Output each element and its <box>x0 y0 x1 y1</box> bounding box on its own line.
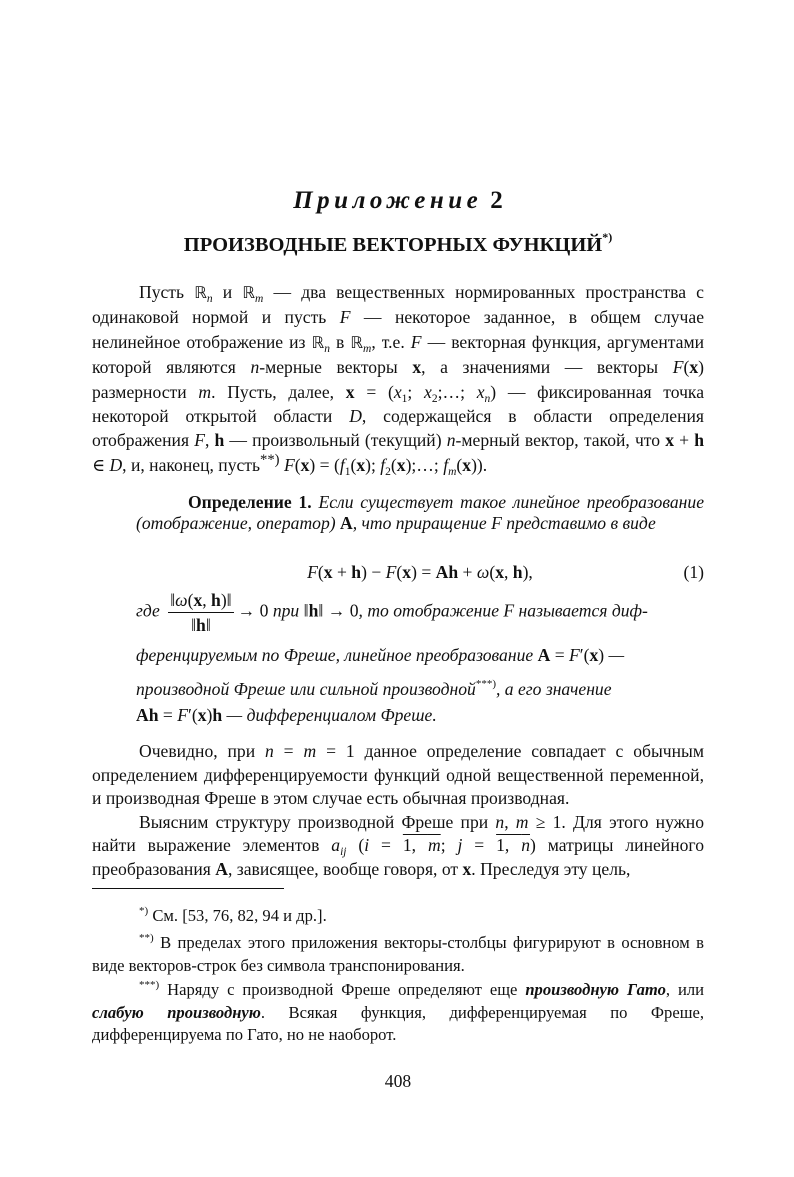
chapter-title-text: ПРОИЗВОДНЫЕ ВЕКТОРНЫХ ФУНКЦИЙ <box>183 234 603 256</box>
body-text <box>92 740 704 881</box>
page-number: 408 <box>384 1071 412 1091</box>
definition-sentence: Если существует такое линейное преобразование (отображение, оператор) A, что приращение F представимо в виде <box>136 492 705 533</box>
footnote-1-text: См. [53, 76, 82, 94 и др.]. <box>152 906 327 925</box>
definition-where-line: где $\frac{‖\omega(x, h)‖}{‖h‖}$ → 0 при ‖h‖ → 0, то отображение F называется диф- <box>136 590 648 635</box>
footnote-2-mark: **) <box>139 932 154 944</box>
appendix-word: Приложение <box>293 187 483 214</box>
chapter-footnote-mark: *) <box>602 230 613 244</box>
appendix-heading <box>92 186 704 216</box>
equation-1 <box>136 560 704 586</box>
footnote-2-text: В пределах этого приложения векторы-столбцы фигурируют в основном в виде векторов-строк без символа транспонирования. <box>92 933 704 975</box>
definition-linear-map-line: ференцируемым по Фреше, линейное преобразование A = F′(x) — <box>136 645 625 665</box>
body-paragraph-1: Очевидно, при n = m = 1 данное определение совпадает с обычным определением дифференцируемости функций одной вещественной переменной, и производная Фреше в этом случае есть обычная производная. <box>92 741 704 808</box>
footnote-divider <box>92 888 284 889</box>
equation-number: (1) <box>683 562 704 582</box>
definition-differential-line: Ah = F′(x)h — дифференциалом Фреше. <box>136 705 437 725</box>
norm-ratio: $\frac{‖\omega(x, h)‖}{‖h‖}$ <box>170 590 232 635</box>
definition-strong-derivative-line: производной Фреше или сильной производной***), а его значение <box>136 678 612 699</box>
definition-block <box>136 492 704 534</box>
footnote-3 <box>92 979 704 1047</box>
footnote-1-mark: *) <box>139 905 149 917</box>
book-page <box>92 0 704 1177</box>
appendix-number: 2 <box>490 187 503 214</box>
footnote-1 <box>92 905 704 928</box>
footnote-3-text: Наряду с производной Фреше определяют еще производную Гато, или слабую производную. Всякая функция, дифференцируемая по Фреше, дифференцируема по Гато, но не наоборот. <box>92 980 705 1044</box>
chapter-title <box>92 232 704 258</box>
footnote-3-mark: ***) <box>139 979 160 991</box>
equation-formula: F(x + h) − F(x) = Ah + ω(x, h), <box>307 562 533 582</box>
footnote-2 <box>92 932 704 977</box>
intro-paragraph: Пусть ℝ$_n$ и ℝ$_m$ — два вещественных нормированных пространства с одинаковой нормой и пусть F — некоторое заданное, в общем случае нелинейное отображение из ℝ$_n$ в ℝ$_m$, т.е. F — векторная функция, аргументами которой являются n-мерные векторы x, а значениями — векторы F(x) размерности m. Пусть, далее, $x = (x_1$; $x_2;\dots$; $x_n$) — фиксированная точка некоторой открытой области D, содержащейся в области определения отображения F, h — произвольный (текущий) n-мерный вектор, такой, что x + h ∈ D, и, наконец, пусть**) $F(x) = (f_1(x)$; $f_2(x);\dots$; $f_m(x)$). <box>92 282 705 478</box>
body-paragraph-2: Выясним структуру производной Фреше при n, m ≥ 1. Для этого нужно найти выражение элементов $a_{ij}$ (i = 1, m; j = 1, n) матрицы линейного преобразования A, зависящее, вообще говоря, от x. Преследуя эту цель, <box>92 811 705 879</box>
definition-lead: Определение 1. <box>188 492 312 512</box>
